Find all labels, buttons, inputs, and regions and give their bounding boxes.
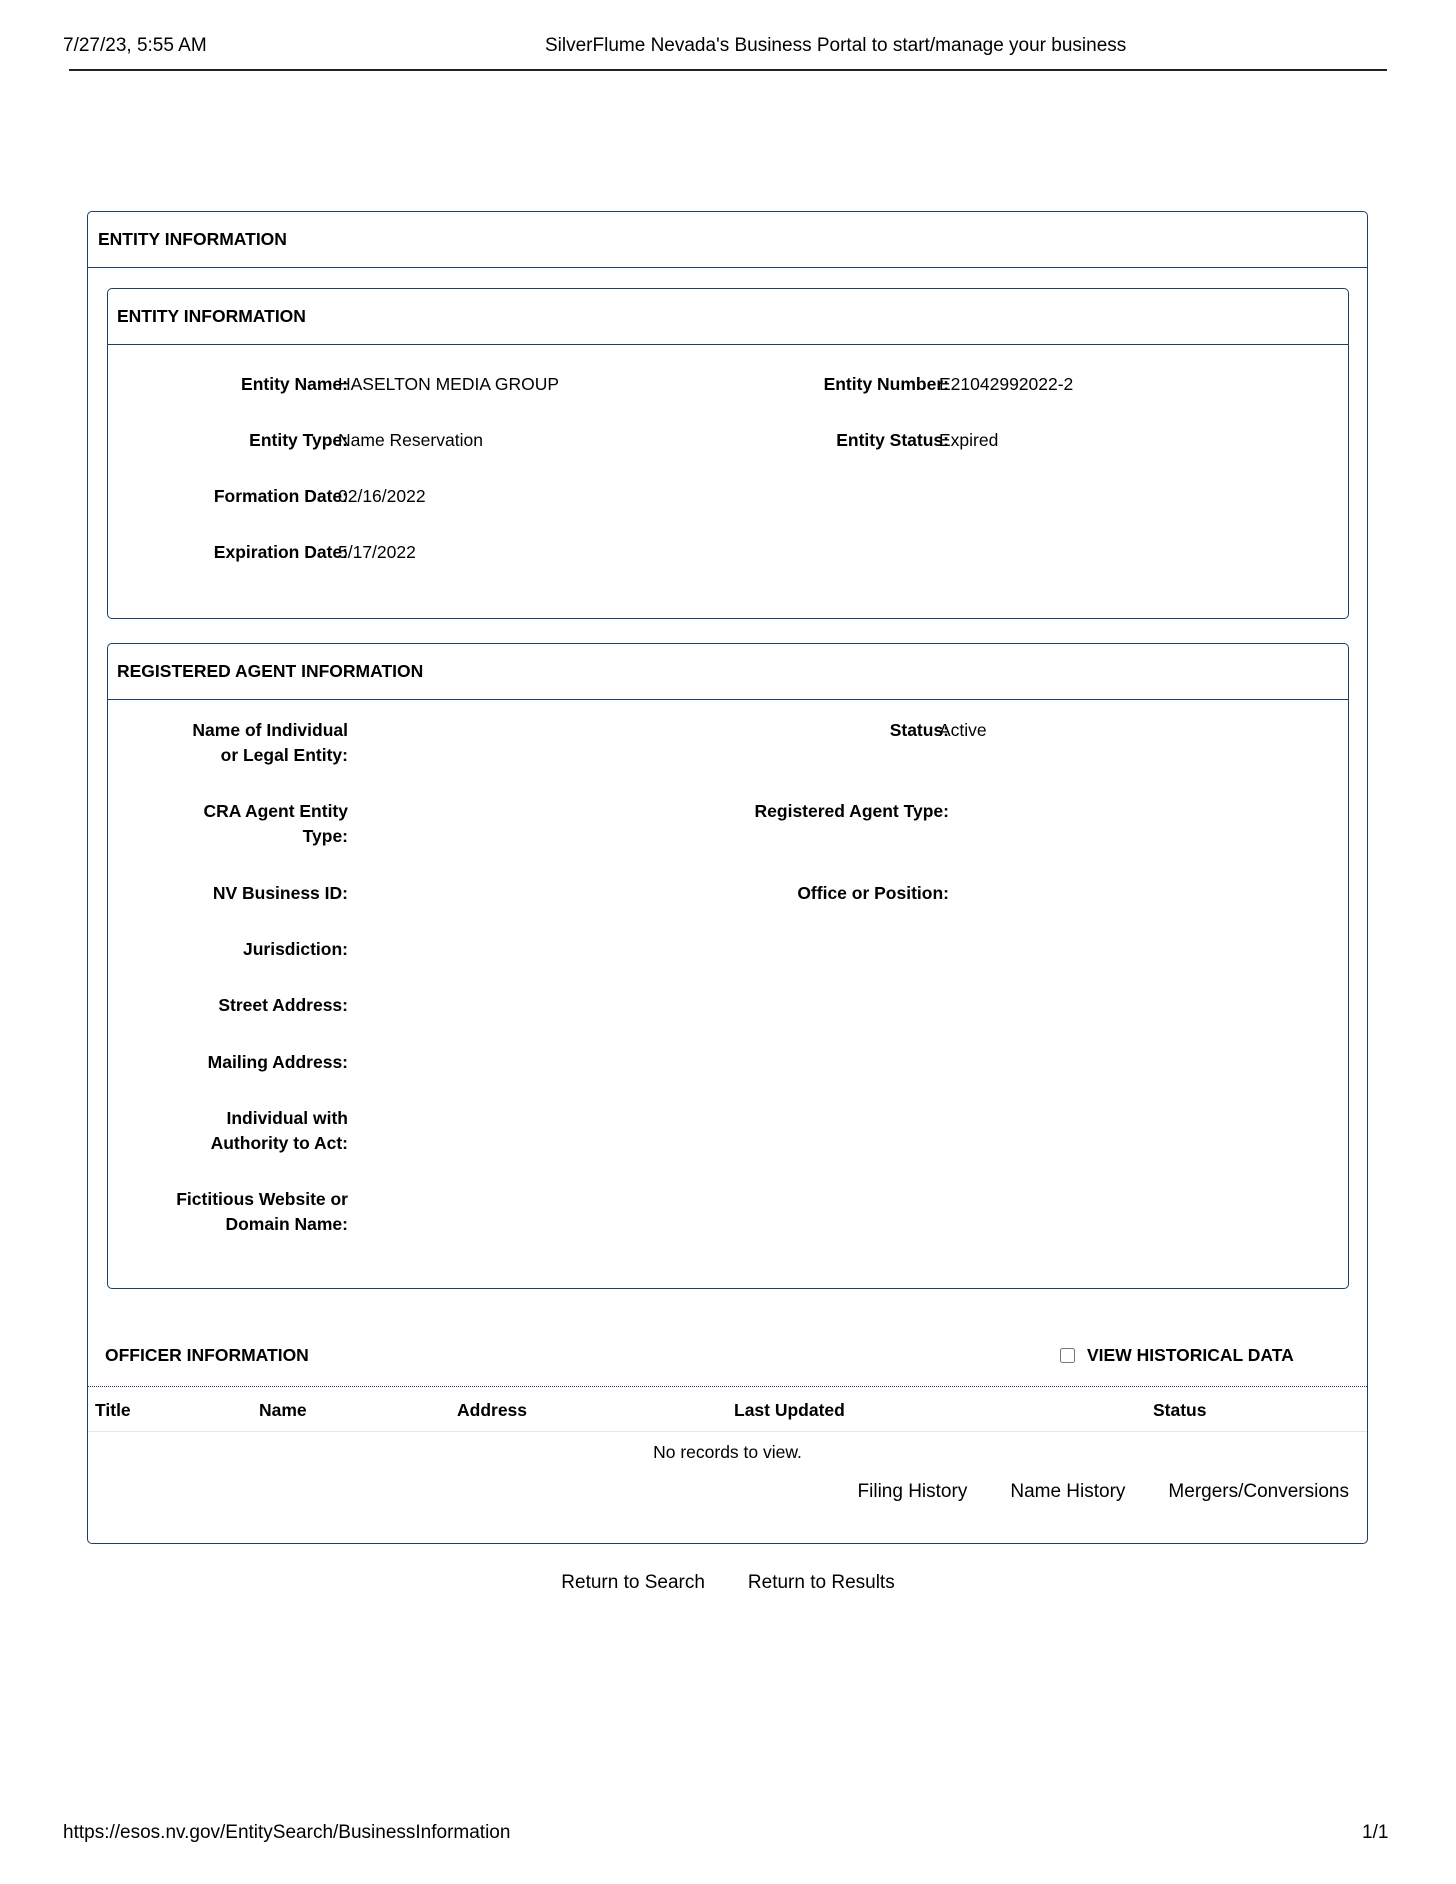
entity-type-value: Name Reservation [338, 430, 483, 450]
column-title[interactable]: Title [95, 1400, 131, 1420]
formation-date-label: Formation Date: [213, 486, 348, 506]
filing-history-link[interactable]: Filing History [857, 1481, 968, 1502]
column-last-updated[interactable]: Last Updated [734, 1400, 845, 1420]
return-links [0, 1572, 1456, 1594]
mergers-conversions-link[interactable]: Mergers/Conversions [1168, 1481, 1349, 1502]
office-position-label: Office or Position: [797, 883, 949, 903]
nv-business-id-label: NV Business ID: [212, 883, 348, 903]
print-page-title: SilverFlume Nevada's Business Portal to start/manage your business [545, 35, 1127, 56]
agent-status-value: Active [939, 720, 987, 740]
entity-number-value: E21042992022-2 [939, 374, 1074, 394]
print-url: https://esos.nv.gov/EntitySearch/BusinessInformation [63, 1822, 511, 1843]
view-historical-label: VIEW HISTORICAL DATA [1087, 1345, 1294, 1365]
name-history-link[interactable]: Name History [1010, 1481, 1126, 1502]
officer-table-header [88, 1386, 1367, 1432]
entity-info-title: ENTITY INFORMATION [108, 289, 1348, 345]
fictitious-website-label: Fictitious Website or Domain Name: [176, 1189, 348, 1234]
officer-info-title: OFFICER INFORMATION [105, 1345, 309, 1365]
formation-date-value: 02/16/2022 [338, 486, 426, 506]
view-historical-data[interactable] [1060, 1345, 1294, 1366]
entity-status-value: Expired [939, 430, 999, 450]
header-divider [69, 69, 1387, 71]
entity-information-panel [87, 211, 1368, 1544]
registered-agent-title: REGISTERED AGENT INFORMATION [108, 644, 1348, 700]
print-page-number: 1/1 [1362, 1822, 1389, 1843]
entity-type-label: Entity Type: [249, 430, 348, 450]
column-status[interactable]: Status [1153, 1400, 1207, 1420]
agent-name-label: Name of Individual or Legal Entity: [192, 720, 348, 765]
entity-info-section [107, 288, 1349, 619]
expiration-date-value: 5/17/2022 [338, 542, 416, 562]
entity-name-label: Entity Name: [241, 374, 348, 394]
registered-agent-section [107, 643, 1349, 1289]
history-links [858, 1481, 1349, 1503]
cra-agent-type-label: CRA Agent Entity Type: [203, 801, 348, 846]
column-name[interactable]: Name [259, 1400, 307, 1420]
return-to-results-link[interactable]: Return to Results [747, 1572, 895, 1593]
entity-name-value: HASELTON MEDIA GROUP [338, 374, 560, 394]
registered-agent-type-label: Registered Agent Type: [754, 801, 949, 821]
entity-status-label: Entity Status: [836, 430, 949, 450]
entity-number-label: Entity Number: [823, 374, 949, 394]
column-address[interactable]: Address [457, 1400, 528, 1420]
print-datetime: 7/27/23, 5:55 AM [63, 35, 207, 56]
street-address-label: Street Address: [218, 995, 348, 1015]
jurisdiction-label: Jurisdiction: [242, 939, 348, 959]
expiration-date-label: Expiration Date: [213, 542, 348, 562]
no-records-message: No records to view. [653, 1442, 802, 1462]
authority-to-act-label: Individual with Authority to Act: [210, 1108, 348, 1153]
outer-panel-title: ENTITY INFORMATION [88, 212, 1367, 268]
mailing-address-label: Mailing Address: [207, 1052, 348, 1072]
return-to-search-link[interactable]: Return to Search [561, 1572, 705, 1593]
agent-status-label: Status: [889, 720, 949, 740]
view-historical-checkbox[interactable] [1060, 1348, 1075, 1363]
